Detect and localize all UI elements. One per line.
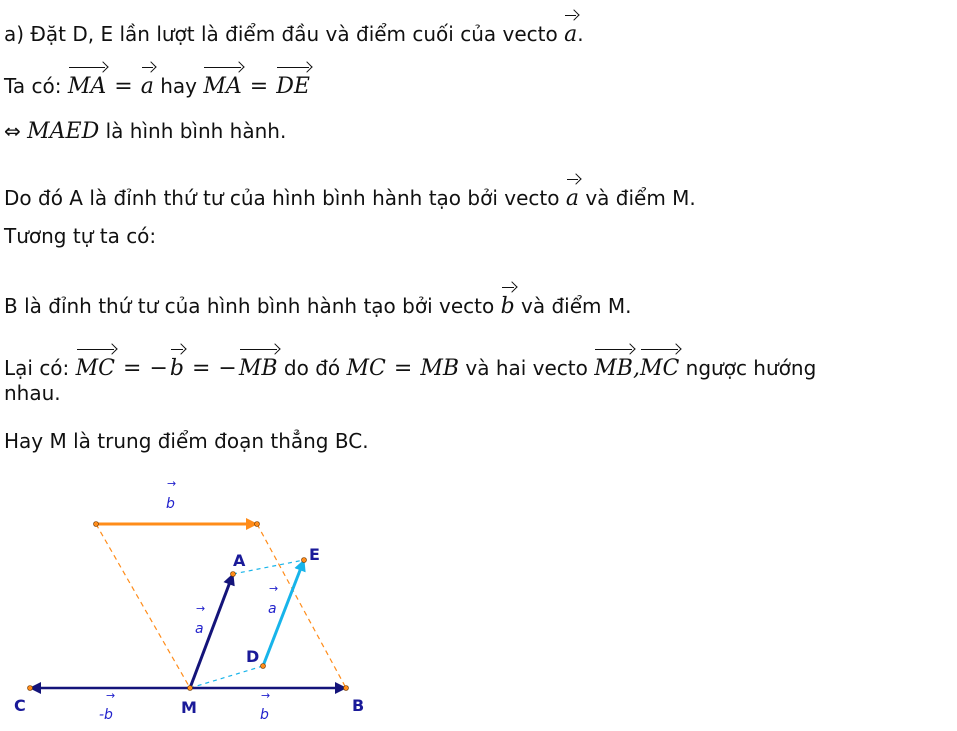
- label-B: B: [352, 696, 365, 715]
- equals-sign: =: [114, 74, 133, 99]
- point-B: [344, 686, 349, 691]
- dashed-cyan-MD: [190, 666, 263, 688]
- vector-a: a: [141, 62, 154, 100]
- point-dot: [94, 522, 99, 527]
- vector-MA: MA: [203, 62, 241, 100]
- label-D: D: [246, 647, 260, 666]
- text: a) Đặt D, E lần lượt là điểm đầu và điểm cuối của vecto: [4, 22, 558, 46]
- math-MC: MC: [346, 356, 386, 381]
- arrow-mark: →: [196, 602, 206, 615]
- label-vector-b-top: b: [166, 496, 175, 512]
- point-E: [302, 558, 307, 563]
- arrow-mark: →: [167, 477, 177, 490]
- text: Do đó A là đỉnh thứ tư của hình bình hành tạo bởi vecto: [4, 186, 560, 210]
- equals-sign: =: [393, 356, 413, 381]
- vector-b: b: [170, 344, 184, 382]
- math-MAED: MAED: [27, 119, 100, 144]
- vector-a: a: [566, 174, 579, 212]
- text: B là đỉnh thứ tư của hình bình hành tạo bởi vecto: [4, 294, 495, 318]
- vector-a: a: [564, 10, 577, 48]
- text: và hai vecto: [465, 356, 588, 380]
- equivalence-symbol: ⇔: [4, 119, 21, 143]
- text: do đó: [283, 356, 341, 380]
- text: Tương tự ta có:: [4, 224, 157, 248]
- text: ngược hướng: [685, 356, 817, 380]
- vector-DE: DE: [276, 62, 310, 100]
- text: là hình bình hành.: [105, 119, 287, 143]
- text: Lại có:: [4, 356, 70, 380]
- label-E: E: [309, 545, 320, 564]
- dashed-orange-left: [96, 524, 190, 688]
- comma: ,: [632, 356, 640, 381]
- label-vector-a-left: a: [195, 621, 204, 637]
- vector-b: b: [501, 282, 515, 320]
- equals-sign: =: [249, 74, 269, 99]
- equals-sign: =: [191, 356, 211, 381]
- vector-MC: MC: [640, 344, 679, 382]
- point-C: [28, 686, 33, 691]
- point-D: [261, 664, 266, 669]
- label-C: C: [14, 696, 26, 715]
- minus-sign: −: [218, 356, 237, 381]
- text: Hay M là trung điểm đoạn thẳng BC.: [4, 429, 369, 453]
- vector-MC: MC: [76, 344, 115, 382]
- text: nhau.: [4, 381, 61, 405]
- math-MB: MB: [420, 356, 460, 381]
- label-A: A: [233, 551, 246, 570]
- label-vector-minus-b: -b: [99, 707, 113, 723]
- text: Ta có:: [4, 74, 62, 98]
- minus-sign: −: [149, 356, 168, 381]
- text: hay: [160, 74, 197, 98]
- vector-MB: MB: [239, 344, 278, 382]
- vector-MA: MA: [68, 62, 106, 100]
- point-dot: [255, 522, 260, 527]
- text: và điểm M.: [521, 294, 632, 318]
- arrow-mark: →: [261, 689, 271, 702]
- label-M: M: [181, 698, 197, 717]
- vector-MB: MB: [594, 344, 633, 382]
- label-vector-a-right: a: [268, 601, 277, 617]
- text: và điểm M.: [585, 186, 696, 210]
- arrow-mark: →: [269, 582, 279, 595]
- text: .: [577, 22, 584, 46]
- equals-sign: =: [123, 356, 142, 381]
- arrow-mark: →: [106, 689, 116, 702]
- point-A: [231, 572, 236, 577]
- point-M: [188, 686, 193, 691]
- label-vector-b-bottom: b: [260, 707, 269, 723]
